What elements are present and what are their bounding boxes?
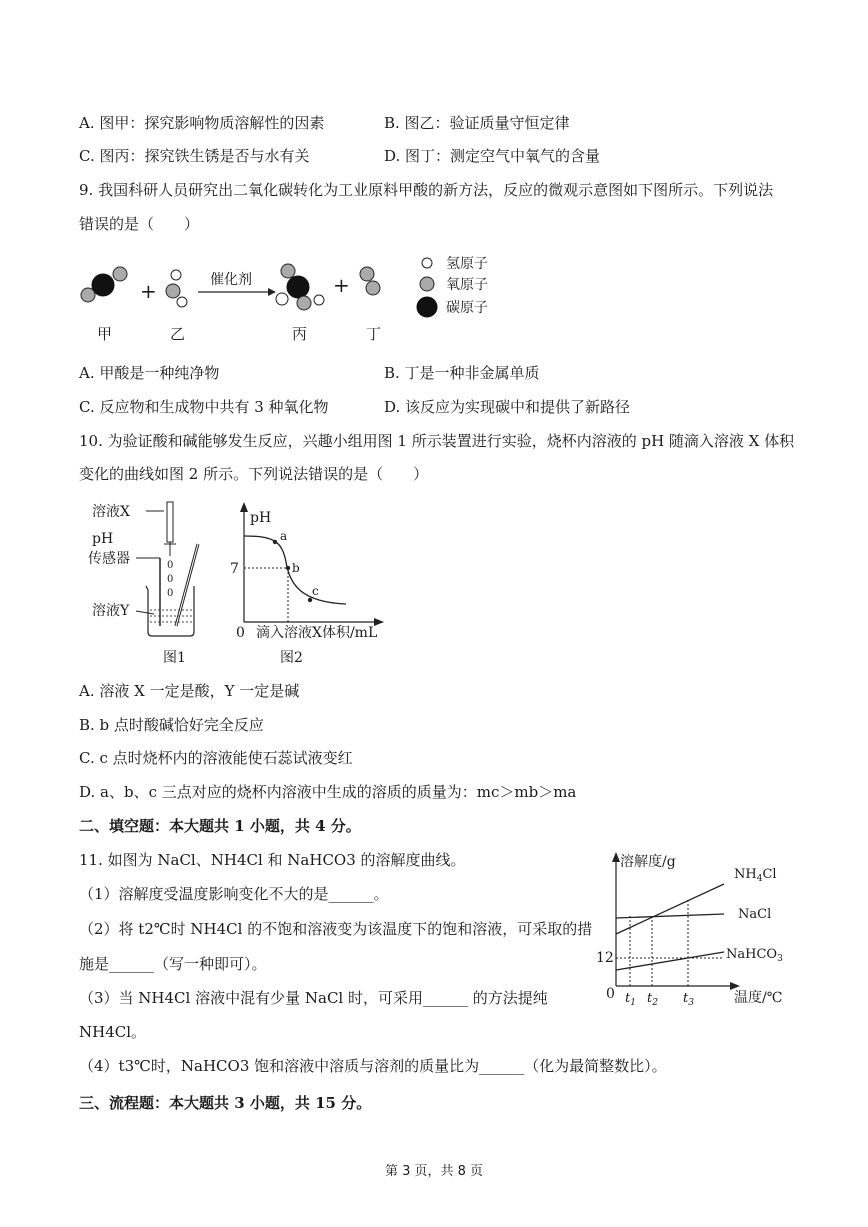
q10-figure1-apparatus [88,498,228,670]
tick-t3: $t_3$ [683,991,694,1008]
point-b-label: b [292,561,300,575]
q9-option-a: A. 甲酸是一种纯净物 [79,364,220,382]
q9-option-b: B. 丁是一种非金属单质 [384,364,540,382]
q10-option-d [79,782,576,802]
q9-option-d: D. 该反应为实现碳中和提供了新路径 [384,398,631,416]
atom-legend [417,258,437,317]
point-b [286,566,290,570]
label-solution-y: 溶液Y [92,603,130,619]
q10-stem-line1: 10. 为验证酸和碱能够发生反应，兴趣小组用图 1 所示装置进行实验，烧杯内溶液的 pH 随滴入溶液 X 体积 [79,432,795,450]
series-nahco3: NaHCO$_3$ [726,947,783,964]
y-axis-label: pH [250,510,272,526]
label-ding: 丁 [366,325,382,343]
legend-carbon: 碳原子 [446,300,488,316]
tick-t1: $t_1$ [625,991,636,1008]
label-yi: 乙 [170,325,186,343]
q10-stem-line2: 变化的曲线如图 2 所示。下列说法错误的是（ ） [79,465,429,483]
curve-nahco3 [616,952,724,970]
label-jia: 甲 [97,325,113,343]
reaction-arrow [198,288,276,296]
origin-label: 0 [236,625,245,641]
q11-part3-line2: NH4Cl。 [79,1023,147,1041]
svg-text:0: 0 [167,588,174,599]
svg-text:0: 0 [167,560,174,571]
catalyst-label: 催化剂 [210,272,252,288]
label-ph: pH [92,531,114,547]
series-nh4cl: $NH_4Cl$ [734,867,777,884]
q11-part1: （1）溶解度受温度影响变化不大的是______。 [79,885,389,903]
q8-option-a: A. 图甲：探究影响物质溶解性的因素 [79,114,325,132]
q11-stem: 11. 如图为 NaCl、NH4Cl 和 NaHCO3 的溶解度曲线。 [79,851,466,869]
tick-t2: $t_2$ [647,991,658,1008]
point-a-label: a [280,529,288,543]
label-sensor: 传感器 [88,551,130,567]
curve-nh4cl [616,884,724,934]
molecule-bing [276,264,324,310]
q9-reaction-diagram [70,248,530,348]
label-bing: 丙 [292,325,308,343]
figure2-caption: 图2 [280,650,303,666]
q10-option-d-text: D. a、b、c 三点对应的烧杯内溶液中生成的溶质的质量为： [79,783,477,801]
q8-option-d: D. 图丁：测定空气中氧气的含量 [384,147,601,165]
chart-xlabel: 温度/℃ [734,990,783,1006]
q9-stem-line1: 9. 我国科研人员研究出二氧化碳转化为工业原料甲酸的新方法，反应的微观示意图如下图所示。下列说法 [79,181,774,199]
point-c [308,598,312,602]
chart-origin: 0 [606,986,615,1002]
q9-stem-line2: 错误的是（ ） [79,215,200,233]
section2-heading: 二、填空题：本大题共 1 小题，共 4 分。 [79,817,361,835]
point-a [273,540,277,544]
q10-option-a: A. 溶液 X 一定是酸，Y 一定是碱 [79,682,300,700]
series-nacl: NaCl [738,907,772,922]
q8-option-c: C. 图丙：探究铁生锈是否与水有关 [79,147,310,165]
y-tick-7: 7 [230,561,239,577]
q10-figure2-ph-curve [228,500,398,670]
svg-text:0: 0 [167,574,174,585]
legend-hydrogen: 氢原子 [446,256,488,272]
q11-solubility-chart [592,846,802,1012]
legend-oxygen: 氧原子 [446,277,488,293]
x-axis-label: 滴入溶液X体积/mL [256,625,378,641]
q10-option-b: B. b 点时酸碱恰好完全反应 [79,716,264,734]
molecule-yi [166,270,187,307]
q11-part2-line1: （2）将 t2℃时 NH4Cl 的不饱和溶液变为该温度下的饱和溶液，可采取的措 [79,920,593,938]
plus-1: + [140,279,157,303]
figure1-caption: 图1 [163,650,186,666]
q10-option-d-expr: mc＞mb＞ma [476,783,577,801]
section3-heading: 三、流程题：本大题共 3 小题，共 15 分。 [79,1094,372,1112]
point-c-label: c [312,584,319,598]
molecule-ding [360,267,380,295]
molecule-jia [81,267,127,302]
page-footer: 第 3 页，共 8 页 [384,1164,484,1179]
q11-part2-line2: 施是______（写一种即可）。 [79,955,267,973]
q9-option-c: C. 反应物和生成物中共有 3 种氧化物 [79,398,329,416]
q11-part3-line1: （3）当 NH4Cl 溶液中混有少量 NaCl 时，可采用______ 的方法提纯 [79,989,548,1007]
curve-nacl [616,914,724,918]
plus-2: + [333,273,350,297]
q10-option-c: C. c 点时烧杯内的溶液能使石蕊试液变红 [79,749,353,767]
q8-option-b: B. 图乙：验证质量守恒定律 [384,114,570,132]
label-solution-x: 溶液X [92,504,130,520]
chart-ytick-12: 12 [596,950,614,966]
chart-ylabel: 溶解度/g [620,854,676,870]
q11-part4: （4）t3℃时，NaHCO3 饱和溶液中溶质与溶剂的质量比为______（化为最简整数比）。 [79,1057,667,1075]
